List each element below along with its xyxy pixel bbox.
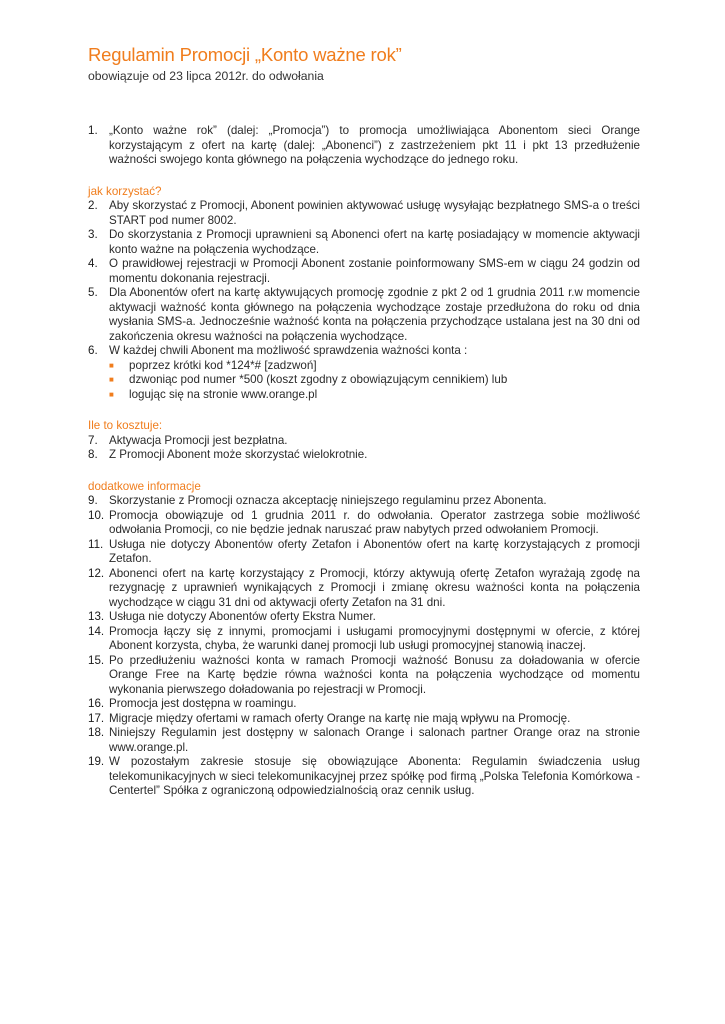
list-item <box>88 448 640 463</box>
list-item <box>88 726 640 755</box>
item-text: Niniejszy Regulamin jest dostępny w salonach Orange i salonach partner Orange oraz na stronie www.orange.pl. <box>109 726 640 754</box>
bullet-item <box>88 373 640 388</box>
bullet-square-icon: ■ <box>109 375 114 384</box>
list-item <box>88 538 640 567</box>
list-item <box>88 199 640 228</box>
list-item <box>88 697 640 712</box>
item-text: Do skorzystania z Promocji uprawnieni są Abonenci ofert na kartę posiadający w momencie aktywacji konto ważne na połączenia wychodzące. <box>109 228 640 256</box>
item-number: 5. <box>88 286 98 299</box>
item-text: Z Promocji Abonent może skorzystać wielokrotnie. <box>109 448 368 461</box>
bullet-item <box>88 359 640 374</box>
item-number: 11. <box>88 537 104 551</box>
list-item <box>88 344 640 359</box>
item-text: Promocja obowiązuje od 1 grudnia 2011 r. do odwołania. Operator zastrzega sobie możliwość odwołania Promocji, co nie będzie jednak naruszać praw nabytych przed odwołaniem Promocji. <box>109 508 640 536</box>
list-item <box>88 434 640 449</box>
bullet-text: poprzez krótki kod *124*# [zadzwoń] <box>129 358 317 372</box>
bullet-square-icon: ■ <box>109 389 114 399</box>
item-text: W pozostałym zakresie stosuje się obowiązujące Abonenta: Regulamin świadczenia usług telekomunikacyjnych w sieci telekomunikacyjnej przez spółkę pod firmą „Polska Telefonia Komórkowa - Centertel” Spółka z ograniczoną odpowiedzialnością oraz cennik usług. <box>109 755 640 797</box>
item-number: 4. <box>88 257 98 270</box>
item-number: 16. <box>88 697 105 710</box>
bullet-text: dzwoniąc pod numer *500 (koszt zgodny z obowiązującym cennikiem) lub <box>129 373 508 386</box>
item-number: 19. <box>88 755 105 768</box>
item-text: „Konto ważne rok” (dalej: „Promocja”) to promocja umożliwiająca Abonentom sieci Orange korzystającym z ofert na kartę (dalej: „Abonenci”) z zastrzeżeniem pkt 11 i pkt 13 przedłużenie ważności swojego konta głównego na połączenia wychodzące do jednego roku. <box>109 124 640 166</box>
list-item <box>88 755 640 799</box>
item-text: Usługa nie dotyczy Abonentów oferty Ekstra Numer. <box>109 610 376 623</box>
item-number: 2. <box>88 199 98 212</box>
item-number: 18. <box>88 726 105 739</box>
page-subtitle: obowiązuje od 23 lipca 2012r. do odwołania <box>88 69 324 83</box>
item-number: 8. <box>88 448 98 461</box>
item-number: 12. <box>88 566 105 580</box>
bullet-square-icon: ■ <box>109 360 114 370</box>
section-heading-extra: dodatkowe informacje <box>88 479 201 493</box>
item-text: Po przedłużeniu ważności konta w ramach Promocji ważność Bonusu za doładowania w ofercie Orange Free na Kartę będzie równa ważności konta na połączenia wychodzące od momentu wykonania pierwszego doładowania po rejestracji w Promocji. <box>109 653 640 696</box>
item-number: 10. <box>88 508 105 522</box>
list-item <box>88 509 640 538</box>
list-item <box>88 228 640 257</box>
section-heading-cost: Ile to kosztuje: <box>88 419 163 432</box>
item-number: 17. <box>88 711 105 725</box>
list-item <box>88 124 640 168</box>
item-number: 15. <box>88 653 105 667</box>
list-item <box>88 567 640 611</box>
item-text: Migracje między ofertami w ramach oferty Orange na kartę nie mają wpływu na Promocję. <box>109 711 571 725</box>
bullet-text: logując się na stronie www.orange.pl <box>129 387 318 401</box>
list-item <box>88 610 640 625</box>
item-text: Aby skorzystać z Promocji, Abonent powinien aktywować usługę wysyłając bezpłatnego SMS-a o treści START pod numer 8002. <box>109 199 640 227</box>
list-item <box>88 654 640 698</box>
list-item <box>88 625 640 654</box>
item-text: Usługa nie dotyczy Abonentów oferty Zetafon i Abonentów ofert na kartę korzystających z promocji Zetafon. <box>109 537 640 565</box>
document-page <box>88 44 640 799</box>
bullet-item <box>88 388 640 403</box>
item-number: 14. <box>88 624 105 638</box>
item-text: Aktywacja Promocji jest bezpłatna. <box>109 433 288 447</box>
item-number: 9. <box>88 494 98 507</box>
item-number: 13. <box>88 610 105 623</box>
item-text: Promocja łączy się z innymi, promocjami i usługami promocyjnymi dostępnymi w ofercie, z której Abonent korzysta, chyba, że warunki danej promocji lub usługi promocyjnej stanowią inaczej. <box>109 624 640 652</box>
section-heading-how: jak korzystać? <box>88 184 162 198</box>
item-number: 1. <box>88 124 98 137</box>
item-text: Skorzystanie z Promocji oznacza akceptację niniejszego regulaminu przez Abonenta. <box>109 494 547 507</box>
item-number: 7. <box>88 433 98 447</box>
list-item <box>88 712 640 727</box>
item-text: O prawidłowej rejestracji w Promocji Abonent zostanie poinformowany SMS-em w ciągu 24 godzin od momentu dokonania rejestracji. <box>109 257 640 285</box>
list-item <box>88 286 640 344</box>
item-text: Abonenci ofert na kartę korzystający z Promocji, którzy aktywują ofertę Zetafon wyrażają zgodę na rezygnację z uprawnień wynikających z Promocji i zmianę okresu ważności konta na połączenia wychodzące w ciągu 31 dni od aktywacji oferty Zetafon na 31 dni. <box>109 566 640 609</box>
list-item <box>88 494 640 509</box>
item-number: 3. <box>88 228 98 241</box>
item-text: Dla Abonentów ofert na kartę aktywujących promocję zgodnie z pkt 2 od 1 grudnia 2011 r.w momencie aktywacji ważność konta głównego na połączenia wychodzące zostaje przedłużona do roku od dnia wysłania SMS-a. Jednocześnie ważność konta na połączenia przychodzące ustalana jest na 30 dni od zakończenia okresu ważności na połączenia wychodzące. <box>109 286 640 343</box>
page-title: Regulamin Promocji „Konto ważne rok” <box>88 44 402 65</box>
list-item <box>88 257 640 286</box>
item-text: W każdej chwili Abonent ma możliwość sprawdzenia ważności konta : <box>109 344 468 357</box>
item-number: 6. <box>88 344 98 357</box>
item-text: Promocja jest dostępna w roamingu. <box>109 697 297 710</box>
